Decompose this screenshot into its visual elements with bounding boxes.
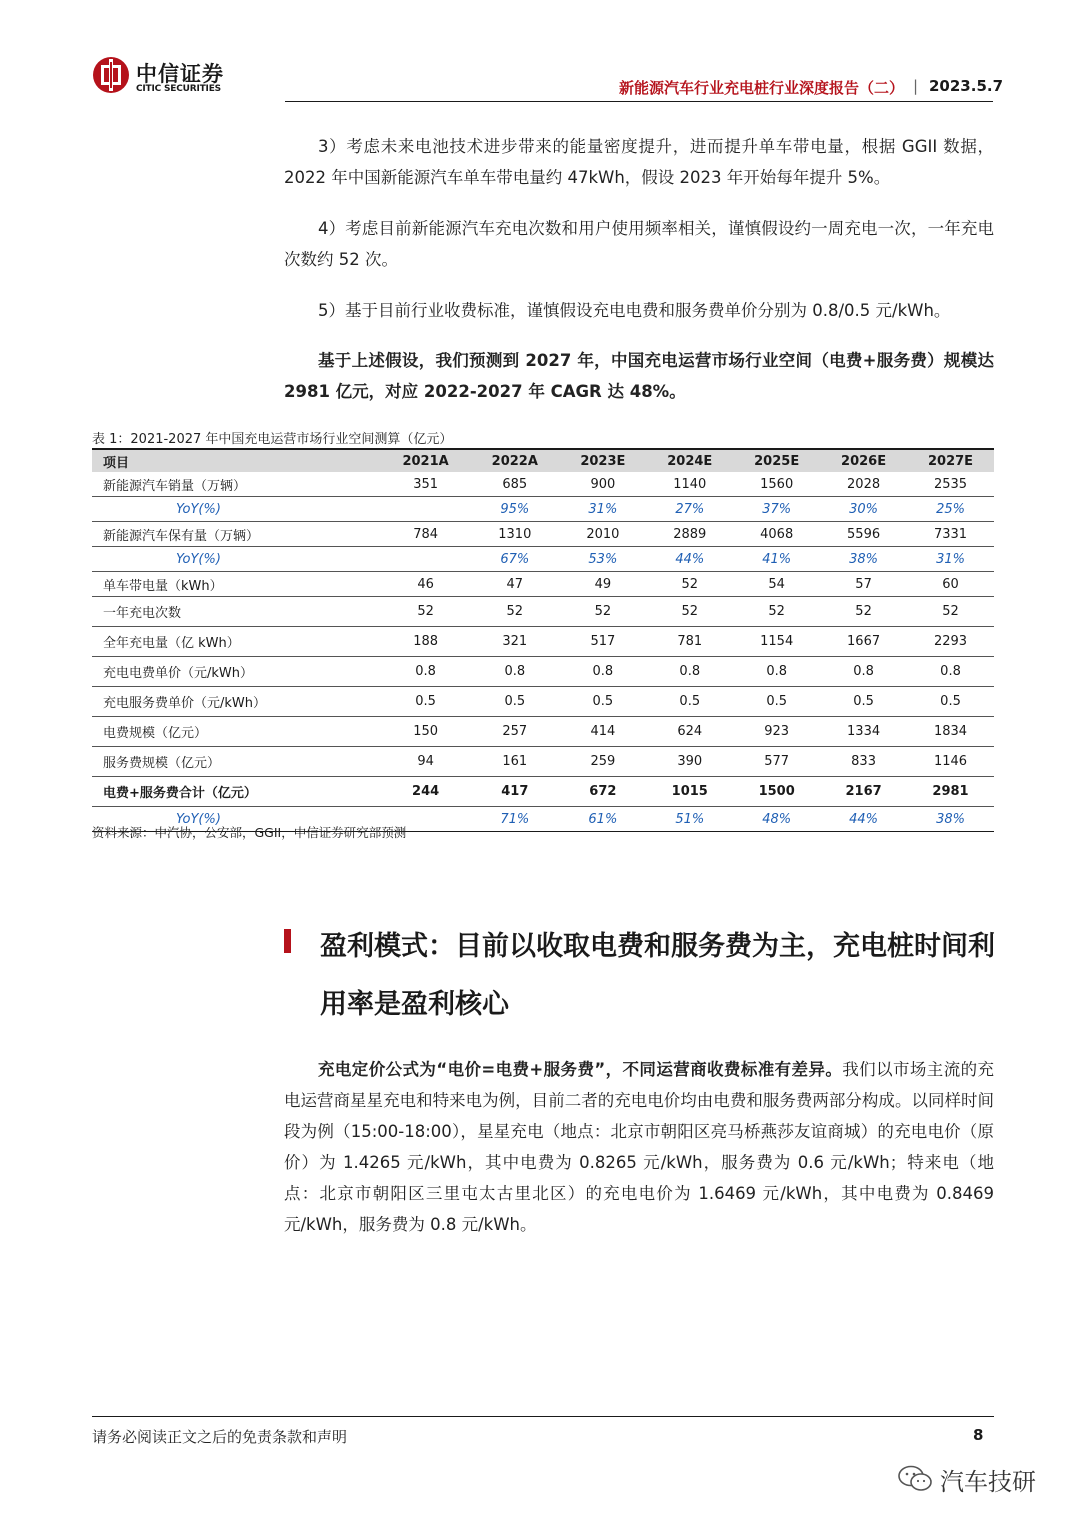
- assumption-paragraph-5: 5）基于目前行业收费标准，谨慎假设充电电费和服务费单价分别为 0.8/0.5 元/kWh。: [318, 301, 951, 320]
- value-cell: [381, 497, 470, 522]
- value-cell: 417: [501, 784, 529, 799]
- value-cell: 2293: [933, 634, 968, 649]
- conclusion-paragraph: 基于上述假设，我们预测到 2027 年，中国充电运营市场行业空间（电费+服务费）规模达 2981 亿元，对应 2022-2027 年 CAGR 达 48%。: [284, 351, 994, 401]
- value-cell: 900: [590, 476, 616, 492]
- value-cell: 37%: [762, 501, 792, 517]
- row-label-cell: 单车带电量（kWh）: [103, 578, 223, 594]
- header-divider: [285, 101, 993, 102]
- value-cell: 52: [594, 604, 612, 619]
- row-label-cell: 电费规模（亿元）: [103, 726, 208, 741]
- value-cell: 2028: [847, 476, 881, 492]
- value-cell: 390: [677, 754, 703, 769]
- value-cell: 414: [590, 724, 616, 739]
- value-cell: 351: [413, 476, 439, 492]
- table-row: [92, 627, 994, 657]
- value-cell: 0.5: [679, 694, 701, 709]
- table-caption: 表 1：2021-2027 年中国充电运营市场行业空间测算（亿元）: [92, 432, 453, 447]
- table-row: [92, 597, 994, 627]
- table-row: [92, 472, 994, 497]
- row-label-cell: 新能源汽车保有量（万辆）: [103, 528, 260, 544]
- table-header-cell: 2024E: [646, 450, 733, 472]
- value-cell: 57: [855, 576, 872, 592]
- value-cell: 48%: [762, 811, 792, 827]
- value-cell: 2981: [932, 784, 969, 799]
- table-row: [92, 547, 994, 572]
- value-cell: 44%: [675, 551, 705, 567]
- value-cell: 51%: [675, 811, 705, 827]
- assumption-paragraph-4: 4）考虑目前新能源汽车充电次数和用户使用频率相关，谨慎假设约一周充电一次，一年充电次数约 52 次。: [284, 219, 994, 269]
- value-cell: 0.8: [415, 664, 436, 679]
- value-cell: 923: [764, 724, 790, 739]
- value-cell: 685: [502, 476, 528, 492]
- header-separator: |: [913, 77, 919, 95]
- value-cell: 624: [677, 724, 703, 739]
- value-cell: 25%: [936, 501, 965, 517]
- table-header-cell: 2027E: [907, 450, 994, 472]
- value-cell: 52: [855, 604, 872, 619]
- value-cell: 71%: [500, 811, 530, 827]
- table-row: [92, 687, 994, 717]
- pricing-body-text: 我们以市场主流的充电运营商星星充电和特来电为例，目前二者的充电电价均由电费和服务费两部分构成。以同样时间段为例（15:00-18:00），星星充电（地点：北京市朝阳区亮马桥燕莎友谊商城）的充电电价（原价）为 1.4265 元/kWh，其中电费为 0.8265 元/kWh，服务费为 0.6 元/kWh；特来电（地点：北京市朝阳区三里屯太古里北区）的充电电价为 1.6469 元/kWh，其中电费为 0.8469 元/kWh，服务费为 0.8 元/kWh。: [284, 1060, 994, 1234]
- row-label-cell: 新能源汽车销量（万辆）: [103, 478, 247, 494]
- value-cell: 31%: [588, 501, 618, 517]
- table-header-cell: 2023E: [559, 450, 646, 472]
- value-cell: 61%: [588, 811, 618, 827]
- watermark-text: 汽车技研: [940, 1468, 1036, 1496]
- market-size-table: [92, 450, 994, 832]
- value-cell: 49: [594, 576, 612, 592]
- value-cell: 52: [681, 604, 699, 619]
- value-cell: 517: [590, 634, 616, 649]
- value-cell: 1834: [933, 724, 968, 739]
- value-cell: 1310: [498, 526, 532, 542]
- value-cell: 46: [417, 576, 434, 592]
- row-label-cell: 一年充电次数: [103, 606, 182, 621]
- wechat-icon: [897, 1464, 933, 1494]
- footer-divider: [92, 1416, 994, 1417]
- value-cell: 781: [677, 634, 703, 649]
- value-cell: 784: [413, 526, 439, 542]
- logo-chinese-name: 中信证券: [136, 62, 224, 86]
- value-cell: 577: [764, 754, 790, 769]
- section-title: 盈利模式：目前以收取电费和服务费为主，充电桩时间利用率是盈利核心: [320, 931, 995, 1020]
- value-cell: 67%: [500, 551, 530, 567]
- table-header-cell: 项目: [92, 450, 381, 472]
- row-label-cell: YoY(%): [176, 811, 221, 827]
- value-cell: 60: [942, 576, 959, 592]
- value-cell: 0.8: [766, 664, 788, 679]
- pricing-paragraph: [284, 1054, 994, 1240]
- value-cell: 1500: [758, 784, 795, 799]
- value-cell: 0.5: [766, 694, 788, 709]
- value-cell: 5596: [847, 526, 881, 542]
- value-cell: 1334: [847, 724, 881, 739]
- pricing-lead-sentence: 充电定价公式为“电价=电费+服务费”，不同运营商收费标准有差异。: [318, 1060, 843, 1079]
- citic-logo: [92, 56, 252, 100]
- row-label-cell: YoY(%): [176, 551, 221, 567]
- value-cell: 54: [768, 576, 785, 592]
- table-row: [92, 522, 994, 547]
- value-cell: 52: [681, 576, 699, 592]
- value-cell: 2535: [933, 476, 968, 492]
- value-cell: 95%: [500, 501, 530, 517]
- row-label-cell: YoY(%): [176, 501, 221, 517]
- value-cell: 0.8: [853, 664, 874, 679]
- value-cell: 161: [502, 754, 528, 769]
- value-cell: 833: [851, 754, 876, 769]
- value-cell: 1560: [760, 476, 794, 492]
- value-cell: 1154: [760, 634, 794, 649]
- table-row: [92, 497, 994, 522]
- table-row: [92, 717, 994, 747]
- citic-logo-icon: [92, 56, 130, 94]
- table-header-cell: 2025E: [733, 450, 820, 472]
- value-cell: 52: [942, 604, 959, 619]
- value-cell: 30%: [849, 501, 879, 517]
- value-cell: 0.8: [592, 664, 614, 679]
- value-cell: [381, 547, 470, 572]
- value-cell: 0.5: [415, 694, 436, 709]
- value-cell: 1140: [673, 476, 707, 492]
- page-number: 8: [973, 1426, 984, 1444]
- value-cell: 0.8: [504, 664, 526, 679]
- table-header-row: [92, 450, 994, 472]
- row-label-cell: 全年充电量（亿 kWh）: [103, 636, 240, 651]
- value-cell: 2889: [673, 526, 707, 542]
- table-header-cell: 2021A: [381, 450, 470, 472]
- table-row: [92, 777, 994, 807]
- value-cell: 2167: [845, 784, 882, 799]
- value-cell: 53%: [588, 551, 618, 567]
- assumption-paragraph-3: 3）考虑未来电池技术进步带来的能量密度提升，进而提升单车带电量，根据 GGII 数据，2022 年中国新能源汽车单车带电量约 47kWh，假设 2023 年开始每年提升 5%。: [284, 137, 994, 187]
- table-row: [92, 657, 994, 687]
- value-cell: 52: [417, 604, 434, 619]
- value-cell: 672: [589, 784, 617, 799]
- table-row: [92, 747, 994, 777]
- logo-english-name: CITIC SECURITIES: [136, 84, 221, 94]
- row-label-cell: 充电服务费单价（元/kWh）: [103, 696, 267, 711]
- value-cell: 0.8: [679, 664, 701, 679]
- table-header-cell: 2022A: [470, 450, 559, 472]
- row-label-cell: 服务费规模（亿元）: [103, 756, 221, 771]
- value-cell: 7331: [933, 526, 968, 542]
- value-cell: 31%: [936, 551, 965, 567]
- value-cell: 38%: [936, 811, 965, 827]
- value-cell: 1667: [847, 634, 881, 649]
- value-cell: 321: [502, 634, 528, 649]
- value-cell: 0.5: [940, 694, 961, 709]
- value-cell: 27%: [675, 501, 705, 517]
- value-cell: 259: [590, 754, 616, 769]
- row-label-cell: 充电电费单价（元/kWh）: [103, 666, 254, 681]
- value-cell: 257: [502, 724, 528, 739]
- value-cell: 244: [412, 784, 440, 799]
- table-row: [92, 572, 994, 597]
- value-cell: 2010: [586, 526, 620, 542]
- value-cell: 47: [506, 576, 524, 592]
- value-cell: 44%: [849, 811, 879, 827]
- value-cell: 1015: [671, 784, 708, 799]
- table-header-cell: 2026E: [820, 450, 907, 472]
- value-cell: 0.5: [592, 694, 614, 709]
- value-cell: 38%: [849, 551, 879, 567]
- table-source-note: 资料来源：中汽协，公安部，GGII，中信证券研究部预测: [92, 825, 407, 840]
- value-cell: 4068: [760, 526, 794, 542]
- value-cell: 0.5: [504, 694, 526, 709]
- value-cell: 188: [413, 634, 439, 649]
- value-cell: 52: [506, 604, 524, 619]
- row-label-cell: 电费+服务费合计（亿元）: [103, 786, 257, 801]
- section-marker: [284, 929, 291, 953]
- footer-disclaimer: 请务必阅读正文之后的免责条款和声明: [92, 1428, 348, 1446]
- report-date: 2023.5.7: [929, 77, 1004, 95]
- value-cell: 0.5: [853, 694, 874, 709]
- value-cell: 1146: [933, 754, 968, 769]
- value-cell: 41%: [762, 551, 792, 567]
- value-cell: 150: [413, 724, 439, 739]
- value-cell: 0.8: [940, 664, 961, 679]
- value-cell: 94: [417, 754, 434, 769]
- report-title: 新能源汽车行业充电桩行业深度报告（二）: [618, 79, 904, 97]
- value-cell: 52: [768, 604, 785, 619]
